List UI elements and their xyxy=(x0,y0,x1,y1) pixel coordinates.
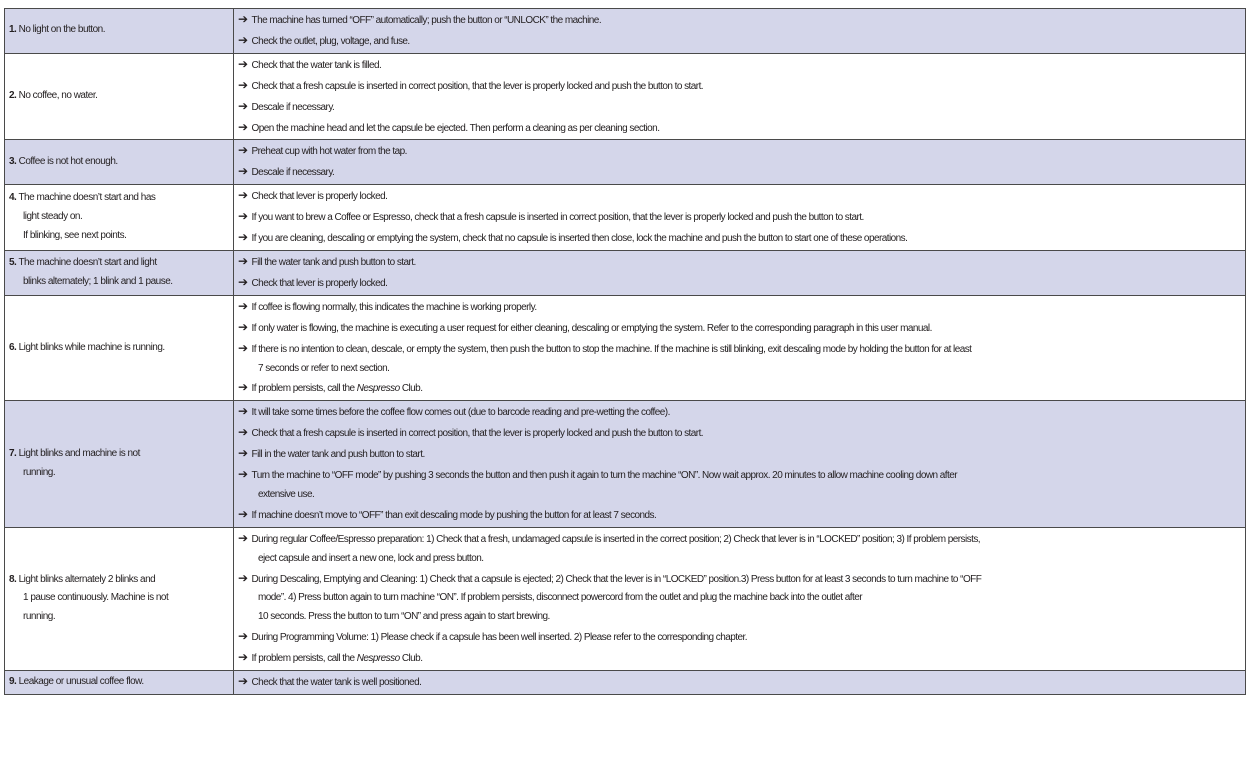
solutions-cell xyxy=(234,295,1246,401)
solution-text: If machine doesn’t move to “OFF” than exit descaling mode by pushing the button for at least 7 seconds. xyxy=(251,509,657,521)
arrow-right-icon: ➔ xyxy=(238,253,248,268)
table-row xyxy=(5,401,1246,527)
solution-item xyxy=(238,339,1241,379)
problem-line xyxy=(9,227,229,246)
problem-text: running. xyxy=(23,467,56,479)
arrow-right-icon: ➔ xyxy=(238,230,248,245)
problem-number: 8. xyxy=(9,573,17,585)
arrow-right-icon: ➔ xyxy=(238,56,248,71)
solution-text: If only water is flowing, the machine is executing a user request for either cleaning, descaling or emptying the system. Refer to the corresponding paragraph in this user manual. xyxy=(251,322,932,334)
arrow-right-icon: ➔ xyxy=(238,77,248,92)
solution-item xyxy=(238,55,1241,76)
solution-text: If there is no intention to clean, descale, or empty the system, then push the button to stop the machine. If the machine is still blinking, exit descaling mode by holding the button for at least xyxy=(251,343,972,355)
table-row xyxy=(5,140,1246,185)
solution-text: During regular Coffee/Espresso preparation: 1) Check that a fresh, undamaged capsule is inserted in the correct position; 2) Check that lever is in “LOCKED” position; 3) If problem persists, xyxy=(251,533,981,545)
problem-line xyxy=(9,464,229,483)
solution-item xyxy=(238,228,1241,249)
problem-cell xyxy=(5,185,234,251)
problem-number: 2. xyxy=(9,90,17,102)
problem-text: blinks alternately; 1 blink and 1 pause. xyxy=(23,275,173,287)
troubleshooting-table-body xyxy=(5,9,1246,695)
solution-text: If problem persists, call the xyxy=(251,653,357,665)
solutions-cell xyxy=(234,250,1246,295)
problem-line xyxy=(9,21,229,40)
solutions-cell xyxy=(234,671,1246,695)
problem-line xyxy=(9,608,229,627)
solution-item xyxy=(238,465,1241,505)
solution-item xyxy=(238,627,1241,648)
problem-cell xyxy=(5,53,234,140)
problem-line xyxy=(9,673,229,692)
problem-line xyxy=(9,208,229,227)
solution-text: eject capsule and insert a new one, lock and press button. xyxy=(258,552,484,564)
solution-item xyxy=(238,423,1241,444)
problem-text: If blinking, see next points. xyxy=(23,230,127,242)
solution-text: Descale if necessary. xyxy=(251,101,335,113)
problem-line xyxy=(9,339,229,358)
problem-text: 1 pause continuously. Machine is not xyxy=(23,592,169,604)
arrow-right-icon: ➔ xyxy=(238,380,248,395)
solutions-cell xyxy=(234,53,1246,140)
solutions-cell xyxy=(234,9,1246,54)
problem-line xyxy=(9,273,229,292)
problem-text: The machine doesn’t start and light xyxy=(18,256,157,268)
arrow-right-icon: ➔ xyxy=(238,629,248,644)
problem-line xyxy=(9,589,229,608)
solution-text: Check that a fresh capsule is inserted in correct position, that the lever is properly locked and push the button to start. xyxy=(251,428,704,440)
problem-line xyxy=(9,189,229,208)
arrow-right-icon: ➔ xyxy=(238,274,248,289)
arrow-right-icon: ➔ xyxy=(238,506,248,521)
arrow-right-icon: ➔ xyxy=(238,319,248,334)
solution-text: If you are cleaning, descaling or emptying the system, check that no capsule is inserted then close, lock the machine and push the button to start one of these operations. xyxy=(251,233,908,245)
solution-text: Club. xyxy=(399,383,423,395)
solution-text: Check the outlet, plug, voltage, and fuse. xyxy=(251,35,410,47)
solution-item xyxy=(238,76,1241,97)
solution-text: During Descaling, Emptying and Cleaning: 1) Check that a capsule is ejected; 2) Check that the lever is in “LOCKED” position.3) Press button for at least 3 seconds to turn machine to “OFF xyxy=(251,573,982,585)
solution-text: Fill in the water tank and push button to start. xyxy=(251,449,425,461)
solution-item xyxy=(238,318,1241,339)
arrow-right-icon: ➔ xyxy=(238,164,248,179)
table-row xyxy=(5,250,1246,295)
arrow-right-icon: ➔ xyxy=(238,188,248,203)
solution-text: The machine has turned “OFF” automatically; push the button or “UNLOCK” the machine. xyxy=(251,15,602,26)
problem-cell xyxy=(5,401,234,527)
solution-text: Open the machine head and let the capsule be ejected. Then perform a cleaning as per cleaning section. xyxy=(251,122,660,134)
problem-cell xyxy=(5,250,234,295)
problem-cell xyxy=(5,140,234,185)
table-row xyxy=(5,527,1246,670)
problem-number: 5. xyxy=(9,256,17,268)
problem-text: The machine doesn’t start and has xyxy=(18,192,156,204)
solution-text: Fill the water tank and push button to start. xyxy=(251,256,416,268)
solution-text: 7 seconds or refer to next section. xyxy=(258,362,390,374)
solution-text: Preheat cup with hot water from the tap. xyxy=(251,146,407,158)
arrow-right-icon: ➔ xyxy=(238,530,248,545)
solution-item xyxy=(238,273,1241,294)
problem-number: 6. xyxy=(9,341,17,353)
solution-item xyxy=(238,402,1241,423)
problem-line xyxy=(9,445,229,464)
problem-number: 3. xyxy=(9,155,17,167)
solution-text: If problem persists, call the xyxy=(251,383,357,395)
problem-number: 1. xyxy=(9,24,17,36)
solution-item xyxy=(238,297,1241,318)
table-row xyxy=(5,185,1246,251)
arrow-right-icon: ➔ xyxy=(238,119,248,134)
troubleshooting-table xyxy=(4,8,1246,695)
problem-number: 4. xyxy=(9,192,17,204)
solution-text: During Programming Volume: 1) Please check if a capsule has been well inserted. 2) Please refer to the corresponding chapter. xyxy=(251,632,747,644)
table-row xyxy=(5,671,1246,695)
solution-item xyxy=(238,252,1241,273)
solution-text: Check that lever is properly locked. xyxy=(251,277,388,289)
solutions-cell xyxy=(234,140,1246,185)
solution-text: extensive use. xyxy=(258,488,315,500)
arrow-right-icon: ➔ xyxy=(238,209,248,224)
arrow-right-icon: ➔ xyxy=(238,404,248,419)
solution-item xyxy=(238,672,1241,693)
solution-item xyxy=(238,118,1241,139)
solution-item xyxy=(238,505,1241,526)
solution-text: Check that the water tank is filled. xyxy=(251,59,382,71)
solution-item xyxy=(238,31,1241,52)
solution-text: Check that the water tank is well positioned. xyxy=(251,677,422,689)
solution-item xyxy=(238,162,1241,183)
solution-item xyxy=(238,378,1241,399)
solution-text: mode”. 4) Press button again to turn machine “ON”. If problem persists, disconnect powercord from the outlet and plug the machine back into the outlet after xyxy=(258,592,863,604)
arrow-right-icon: ➔ xyxy=(238,32,248,47)
problem-cell xyxy=(5,9,234,54)
solution-item xyxy=(238,97,1241,118)
solutions-cell xyxy=(234,527,1246,670)
table-row xyxy=(5,295,1246,401)
arrow-right-icon: ➔ xyxy=(238,570,248,585)
brand-name: Nespresso xyxy=(356,653,400,665)
solution-item xyxy=(238,207,1241,228)
solution-text: Club. xyxy=(399,653,423,665)
problem-text: Light blinks while machine is running. xyxy=(18,341,165,353)
solution-text: Descale if necessary. xyxy=(251,167,335,179)
solution-text: Check that lever is properly locked. xyxy=(251,191,388,203)
problem-text: Coffee is not hot enough. xyxy=(18,155,118,167)
arrow-right-icon: ➔ xyxy=(238,674,248,689)
problem-line xyxy=(9,254,229,273)
arrow-right-icon: ➔ xyxy=(238,446,248,461)
solution-text: Turn the machine to “OFF mode” by pushing 3 seconds the button and then push it again to turn the machine “ON”. Now wait approx. 20 minutes to allow machine cooling down after xyxy=(251,470,957,482)
arrow-right-icon: ➔ xyxy=(238,425,248,440)
problem-line xyxy=(9,153,229,172)
solution-text: It will take some times before the coffee flow comes out (due to barcode reading and pre-wetting the coffee). xyxy=(251,407,670,419)
problem-text: running. xyxy=(23,611,56,623)
arrow-right-icon: ➔ xyxy=(238,650,248,665)
solution-item xyxy=(238,444,1241,465)
solution-item xyxy=(238,141,1241,162)
problem-text: No light on the button. xyxy=(18,24,105,36)
solution-text: If coffee is flowing normally, this indicates the machine is working properly. xyxy=(251,301,537,313)
solution-item xyxy=(238,10,1241,31)
solutions-cell xyxy=(234,185,1246,251)
table-row xyxy=(5,9,1246,54)
arrow-right-icon: ➔ xyxy=(238,143,248,158)
problem-text: Light blinks and machine is not xyxy=(18,448,140,460)
problem-line xyxy=(9,87,229,106)
arrow-right-icon: ➔ xyxy=(238,98,248,113)
arrow-right-icon: ➔ xyxy=(238,340,248,355)
problem-number: 7. xyxy=(9,448,17,460)
brand-name: Nespresso xyxy=(356,383,400,395)
table-row xyxy=(5,53,1246,140)
solution-item xyxy=(238,529,1241,569)
solutions-cell xyxy=(234,401,1246,527)
problem-cell xyxy=(5,671,234,695)
problem-text: No coffee, no water. xyxy=(18,90,98,102)
arrow-right-icon: ➔ xyxy=(238,298,248,313)
problem-text: light steady on. xyxy=(23,211,83,223)
arrow-right-icon: ➔ xyxy=(238,467,248,482)
problem-cell xyxy=(5,295,234,401)
problem-text: Light blinks alternately 2 blinks and xyxy=(18,573,156,585)
solution-item xyxy=(238,186,1241,207)
solution-item xyxy=(238,569,1241,628)
arrow-right-icon: ➔ xyxy=(238,12,248,26)
solution-text: 10 seconds. Press the button to turn “ON” and press again to start brewing. xyxy=(258,611,550,623)
problem-number: 9. xyxy=(9,676,17,688)
solution-text: Check that a fresh capsule is inserted in correct position, that the lever is properly locked and push the button to start. xyxy=(251,80,704,92)
solution-text: If you want to brew a Coffee or Espresso, check that a fresh capsule is inserted in correct position, that the lever is properly locked and push the button to start. xyxy=(251,212,864,224)
problem-cell xyxy=(5,527,234,670)
solution-item xyxy=(238,648,1241,669)
problem-line xyxy=(9,571,229,590)
problem-text: Leakage or unusual coffee flow. xyxy=(18,676,144,688)
